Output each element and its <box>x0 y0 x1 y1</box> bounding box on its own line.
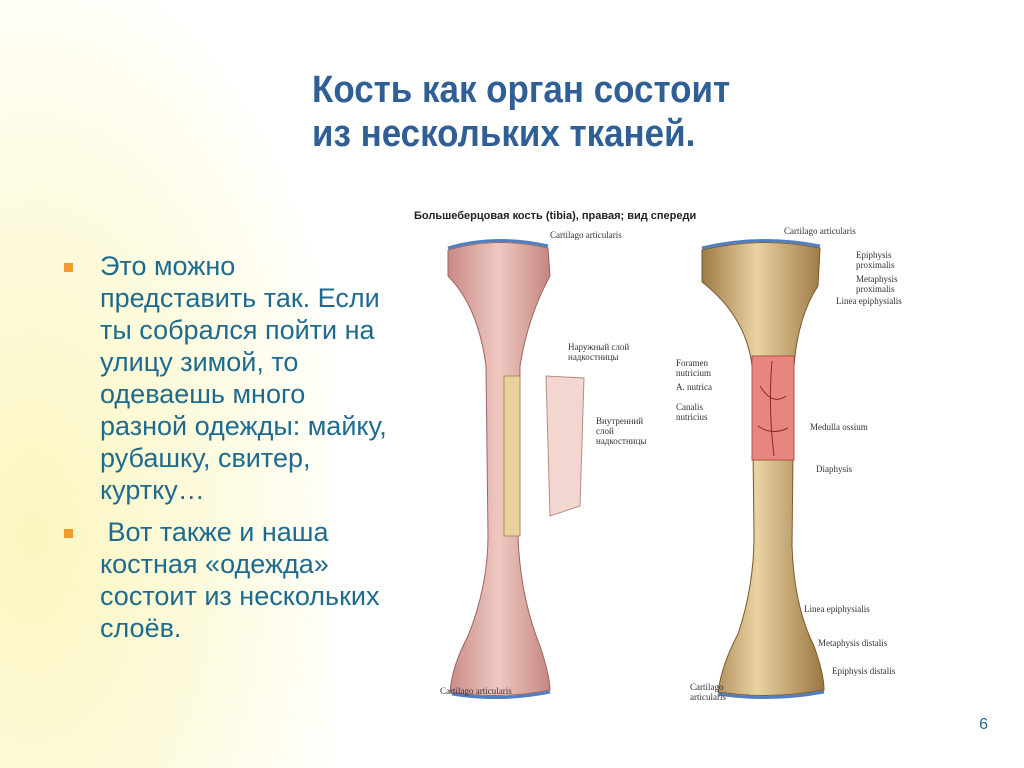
label-foramen-nutricium: Foramen nutricium <box>676 358 711 378</box>
bullet-list <box>64 250 394 654</box>
bone-illustration <box>400 206 940 706</box>
label-linea-epiphysialis-top: Linea epiphysialis <box>836 296 902 306</box>
slide-title <box>312 68 730 156</box>
label-medulla-ossium: Medulla ossium <box>810 422 868 432</box>
label-cartilago-articularis-top-left: Cartilago articularis <box>550 230 622 240</box>
left-bone <box>448 242 550 695</box>
label-cartilago-articularis-top-right: Cartilago articularis <box>784 226 856 236</box>
label-metaphysis-proximalis: Metaphysis proximalis <box>856 274 898 294</box>
label-periosteum-outer: Наружный слой надкостницы <box>568 342 630 362</box>
right-bone <box>702 242 824 695</box>
label-a-nutrica: A. nutrica <box>676 382 712 392</box>
label-periosteum-inner: Внутренний слой надкостницы <box>596 416 647 446</box>
bullet-item <box>64 250 394 506</box>
bullet-text: Вот также и наша костная «одежда» состоит из нескольких слоёв. <box>100 517 388 643</box>
label-cartilago-articularis-bottom-right: Cartilago articularis <box>690 682 726 702</box>
label-metaphysis-distalis: Metaphysis distalis <box>818 638 888 648</box>
figure-caption: Большеберцовая кость (tibia), правая; вид спереди <box>414 210 697 222</box>
bullet-item <box>64 516 394 644</box>
label-canalis-nutricius: Canalis nutricius <box>676 402 708 422</box>
label-epiphysis-proximalis: Epiphysis proximalis <box>856 250 895 270</box>
bullet-marker-icon <box>64 263 73 272</box>
label-epiphysis-distalis: Epiphysis distalis <box>832 666 896 676</box>
periosteum-flap <box>546 376 584 516</box>
bullet-marker-icon <box>64 529 73 538</box>
title-line-1: Кость как орган состоит <box>312 69 731 111</box>
label-diaphysis: Diaphysis <box>816 464 852 474</box>
label-linea-epiphysialis-bottom: Linea epiphysialis <box>804 604 870 614</box>
bullet-text: Это можно представить так. Если ты собрался пойти на улицу зимой, то одеваешь много разной одежды: майку, рубашку, свитер, куртку… <box>100 251 387 505</box>
title-line-2: из нескольких тканей. <box>312 113 696 155</box>
label-cartilago-articularis-bottom-left: Cartilago articularis <box>440 686 512 696</box>
page-number: 6 <box>979 716 988 733</box>
